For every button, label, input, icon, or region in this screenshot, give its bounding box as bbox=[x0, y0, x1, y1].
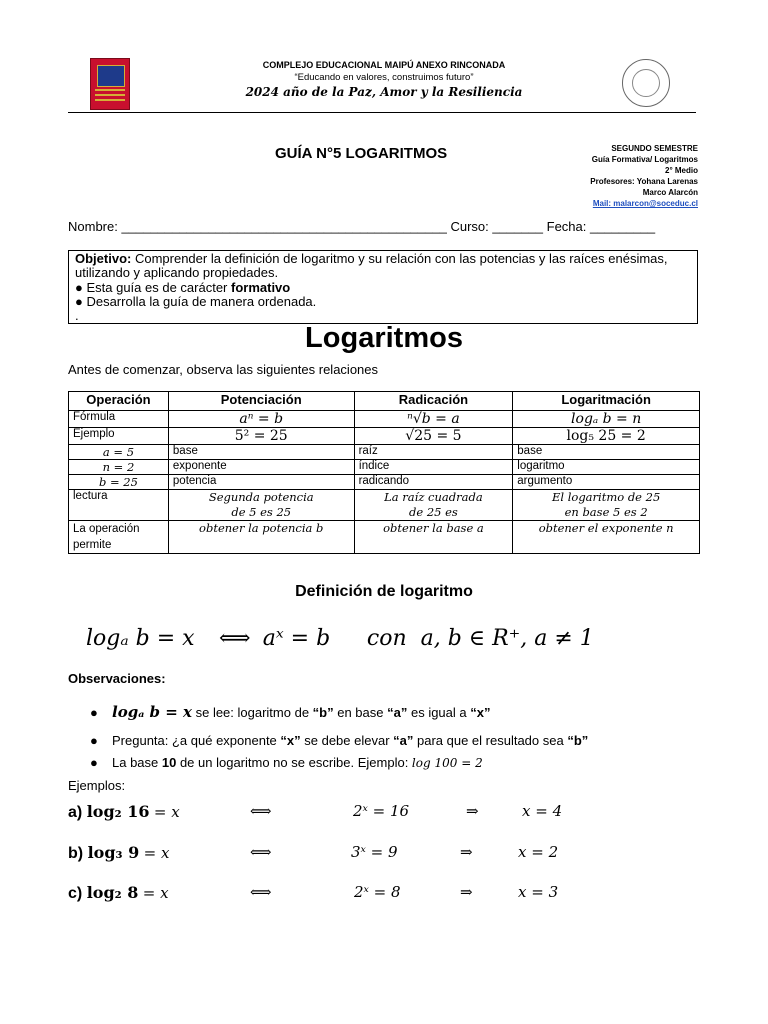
page-title: Logaritmos bbox=[305, 322, 463, 354]
semester: SEGUNDO SEMESTRE bbox=[611, 144, 698, 153]
example-a-label: a) log₂ 16 = x bbox=[68, 802, 180, 821]
observation-item-3: ● La base 10 de un logaritmo no se escribe. Ejemplo: log 100 = 2 bbox=[90, 755, 483, 770]
date-label: Fecha: bbox=[546, 219, 587, 234]
cell-example-rad: √25 = 5 bbox=[354, 428, 513, 445]
header-potenciacion: Potenciación bbox=[168, 392, 354, 411]
table-row bbox=[69, 460, 700, 475]
example-a-exp: 2ˣ = 16 bbox=[353, 802, 410, 820]
table-cell: base bbox=[168, 445, 354, 460]
guide-type: Guía Formativa/ Logaritmos bbox=[591, 155, 698, 164]
cell-label: a = 5 bbox=[69, 445, 169, 460]
cell-lectura-pot: Segunda potencia de 5 es 25 bbox=[168, 490, 354, 521]
cell-lectura-log: El logaritmo de 25 en base 5 es 2 bbox=[513, 490, 700, 521]
course-label: Curso: bbox=[450, 219, 489, 234]
cell-permite-rad: obtener la base a bbox=[354, 521, 513, 554]
example-b-exp: 3ˣ = 9 bbox=[351, 843, 398, 861]
def-log: logₐ b = x bbox=[86, 626, 195, 651]
example-c-exp: 2ˣ = 8 bbox=[354, 883, 401, 901]
table-row bbox=[69, 521, 700, 554]
table-row bbox=[69, 445, 700, 460]
example-c-label: c) log₂ 8 = x bbox=[68, 883, 169, 902]
header-divider bbox=[68, 112, 696, 113]
table-cell: argumento bbox=[513, 475, 700, 490]
header-logaritmacion: Logaritmación bbox=[513, 392, 700, 411]
objective-bullet-1: ● Esta guía es de carácter bbox=[75, 279, 231, 295]
cell-formula-pot: aⁿ = b bbox=[168, 411, 354, 428]
objective-label: Objetivo: bbox=[75, 251, 132, 266]
school-motto: “Educando en valores, construimos futuro” bbox=[294, 72, 474, 83]
definition-title: Definición de logaritmo bbox=[295, 583, 473, 600]
cell-label: Ejemplo bbox=[69, 428, 169, 445]
relations-table bbox=[68, 391, 700, 554]
course-field[interactable]: _______ bbox=[492, 219, 544, 234]
def-condition: con a, b ∈ R⁺, a ≠ 1 bbox=[366, 626, 594, 651]
cell-lectura-rad: La raíz cuadrada de 25 es bbox=[354, 490, 513, 521]
date-field[interactable]: _________ bbox=[590, 219, 656, 234]
example-c-implies: ⇒ bbox=[460, 883, 473, 901]
header-operacion: Operación bbox=[69, 392, 169, 411]
student-info-row bbox=[68, 219, 655, 234]
objective-last: . bbox=[75, 308, 79, 324]
cell-label: Fórmula bbox=[69, 411, 169, 428]
example-a-implies: ⇒ bbox=[466, 802, 479, 820]
example-b-result: x = 2 bbox=[518, 843, 559, 861]
table-row bbox=[69, 428, 700, 445]
objective-text: Comprender la definición de logaritmo y su relación con las potencias y las raíces enésimas, utilizando y aplicando propiedades. bbox=[75, 251, 668, 281]
cell-example-pot: 5² = 25 bbox=[168, 428, 354, 445]
table-row bbox=[69, 475, 700, 490]
cell-label: lectura bbox=[69, 490, 169, 521]
teachers-line2: Marco Alarcón bbox=[642, 188, 698, 197]
cell-example-log: log₅ 25 = 2 bbox=[513, 428, 700, 445]
examples-title: Ejemplos: bbox=[68, 778, 126, 793]
table-cell: potencia bbox=[168, 475, 354, 490]
table-cell: base bbox=[513, 445, 700, 460]
objective-box bbox=[68, 250, 698, 324]
def-iff: ⟺ bbox=[218, 626, 251, 651]
cell-permite-pot: obtener la potencia b bbox=[168, 521, 354, 554]
cell-formula-rad: ⁿ√b = a bbox=[354, 411, 513, 428]
table-cell: radicando bbox=[354, 475, 513, 490]
guide-meta bbox=[590, 143, 698, 209]
definition-formula bbox=[86, 625, 594, 651]
example-b-label: b) log₃ 9 = x bbox=[68, 843, 170, 862]
name-label: Nombre: bbox=[68, 219, 118, 234]
observation-item-1: ● logₐ b = x se lee: logaritmo de “b” en base “a” es igual a “x” bbox=[90, 703, 491, 721]
example-b-implies: ⇒ bbox=[460, 843, 473, 861]
header-radicacion: Radicación bbox=[354, 392, 513, 411]
def-exp: aˣ = b bbox=[262, 626, 331, 651]
table-cell: logaritmo bbox=[513, 460, 700, 475]
objective-bullet-2: ● Desarrolla la guía de manera ordenada. bbox=[75, 293, 317, 309]
table-cell: índice bbox=[354, 460, 513, 475]
example-c-result: x = 3 bbox=[518, 883, 559, 901]
cell-label: La operación permite bbox=[69, 521, 169, 554]
school-name: COMPLEJO EDUCACIONAL MAIPÚ ANEXO RINCONADA bbox=[262, 60, 506, 70]
observation-item-2: ● Pregunta: ¿a qué exponente “x” se debe elevar “a” para que el resultado sea “b” bbox=[90, 733, 589, 748]
table-cell: exponente bbox=[168, 460, 354, 475]
example-a-iff: ⟺ bbox=[250, 802, 272, 820]
cell-formula-log: logₐ b = n bbox=[513, 411, 700, 428]
example-b-iff: ⟺ bbox=[250, 843, 272, 861]
objective-bullet-1-bold: formativo bbox=[231, 279, 291, 295]
example-c-iff: ⟺ bbox=[250, 883, 272, 901]
table-header-row bbox=[69, 392, 700, 411]
teachers-line1: Profesores: Yohana Larenas bbox=[590, 177, 698, 186]
table-row bbox=[69, 411, 700, 428]
intro-text: Antes de comenzar, observa las siguientes relaciones bbox=[68, 362, 379, 377]
cell-permite-log: obtener el exponente n bbox=[513, 521, 700, 554]
name-field[interactable]: _____________________________________________ bbox=[121, 219, 447, 234]
observations-title: Observaciones: bbox=[68, 671, 166, 686]
example-a-result: x = 4 bbox=[522, 802, 563, 820]
grade: 2° Medio bbox=[665, 166, 698, 175]
teacher-mail-link[interactable]: Mail: malarcon@soceduc.cl bbox=[592, 199, 698, 208]
year-motto: 2024 año de la Paz, Amor y la Resiliencia bbox=[245, 85, 523, 99]
table-row bbox=[69, 490, 700, 521]
cell-label: n = 2 bbox=[69, 460, 169, 475]
cell-label: b = 25 bbox=[69, 475, 169, 490]
table-cell: raíz bbox=[354, 445, 513, 460]
guide-title: GUÍA N°5 LOGARITMOS bbox=[275, 145, 448, 162]
